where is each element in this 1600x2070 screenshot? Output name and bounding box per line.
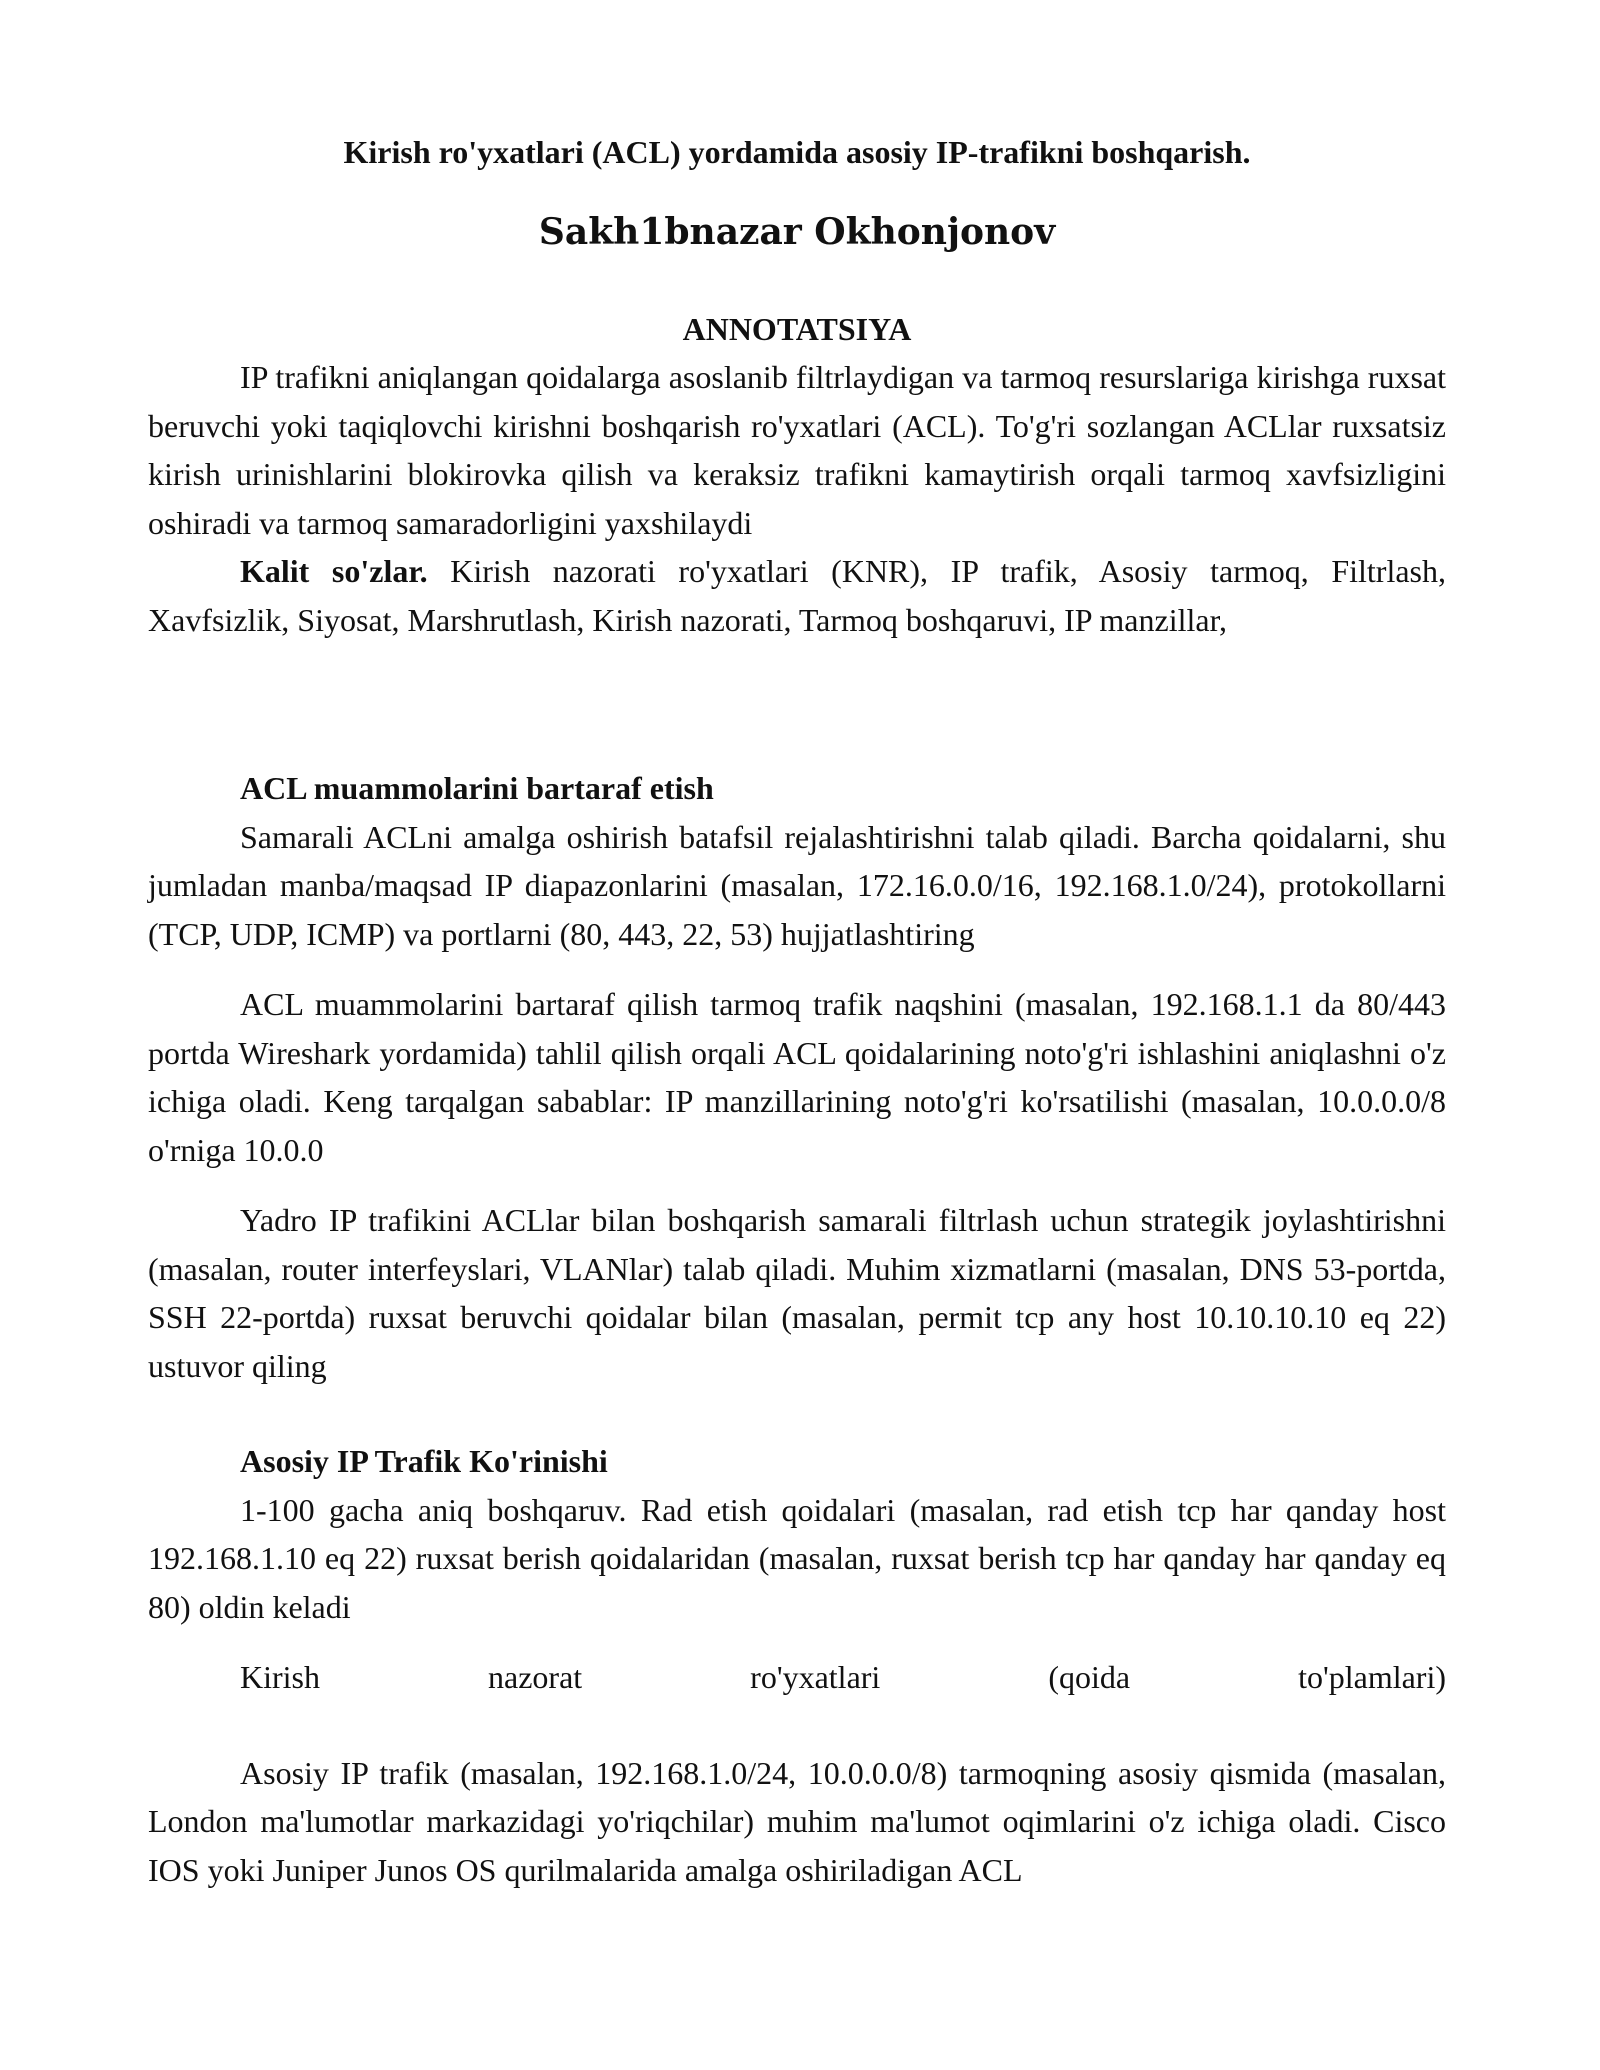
section-heading-acl-troubleshooting: ACL muammolarini bartaraf etish [240,770,714,806]
keywords-text: Kirish nazorati ro'yxatlari (KNR), IP trafik, Asosiy tarmoq, Filtrlash, Xavfsizlik, Siyosat, Marshrutlash, Kirish nazorati, Tarmoq boshqaruvi, IP manzillar, [148,553,1447,638]
section1-paragraph-3: Yadro IP trafikini ACLlar bilan boshqarish samarali filtrlash uchun strategik joylashtirishni (masalan, router interfeyslari, VLANlar) talab qiladi. Muhim xizmatlarni (masalan, DNS 53-portda, SSH 22-portda) ruxsat beruvchi qoidalar bilan (masalan, permit tcp any host 10.10.10.10 eq 22) ustuvor qiling [148,1202,1446,1384]
document-title: Kirish ro'yxatlari (ACL) yordamida asosiy IP-trafikni boshqarish. [343,134,1251,170]
section1-paragraph-2: ACL muammolarini bartaraf qilish tarmoq trafik naqshini (masalan, 192.168.1.1 da 80/443 portda Wireshark yordamida) tahlil qilish orqali ACL qoidalarining noto'g'ri ishlashini aniqlashni o'z ichiga oladi. Keng tarqalgan sabablar: IP manzillarining noto'g'ri ko'rsatilishi (masalan, 10.0.0.0/8 o'rniga 10.0.0 [148,986,1446,1168]
keywords-paragraph [148,547,1446,644]
spread-word: nazorat [488,1659,583,1695]
annotation-heading: ANNOTATSIYA [682,310,912,347]
annotation-paragraph: IP trafikni aniqlangan qoidalarga asoslanib filtrlaydigan va tarmoq resurslariga kirishga ruxsat beruvchi yoki taqiqlovchi kirishni boshqarish ro'yxatlari (ACL). To'g'ri sozlangan ACLlar ruxsatsiz kirish urinishlarini blokirovka qilish va keraksiz trafikni kamaytirish orqali tarmoq xavfsizligini oshiradi va tarmoq samaradorligini yaxshilaydi [148,359,1446,541]
section2-spread-line [148,1653,1446,1702]
spread-word: ro'yxatlari [750,1659,881,1695]
document-page [148,128,1446,1894]
section-heading-core-ip-traffic: Asosiy IP Trafik Ko'rinishi [240,1443,608,1479]
author-name: Sakh1bnazar Okhonjonov [538,210,1056,253]
section2-paragraph-1: 1-100 gacha aniq boshqaruv. Rad etish qoidalari (masalan, rad etish tcp har qanday host 192.168.1.10 eq 22) ruxsat berish qoidalaridan (masalan, ruxsat berish tcp har qanday har qanday eq 80) oldin keladi [148,1491,1446,1625]
section1-paragraph-1: Samarali ACLni amalga oshirish batafsil rejalashtirishni talab qiladi. Barcha qoidalarni, shu jumladan manba/maqsad IP diapazonlarini (masalan, 172.16.0.0/16, 192.168.1.0/24), protokollarni (TCP, UDP, ICMP) va portlarni (80, 443, 22, 53) hujjatlashtiring [148,818,1446,952]
spread-word: (qoida [1048,1659,1131,1695]
section2-paragraph-2: Asosiy IP trafik (masalan, 192.168.1.0/24, 10.0.0.0/8) tarmoqning asosiy qismida (masalan, London ma'lumotlar markazidagi yo'riqchilar) muhim ma'lumot oqimlarini o'z ichiga oladi. Cisco IOS yoki Juniper Junos OS qurilmalarida amalga oshiriladigan ACL [148,1754,1446,1888]
spread-word: to'plamlari) [1298,1659,1446,1695]
keywords-label: Kalit so'zlar. [240,553,428,589]
spread-word: Kirish [240,1659,320,1695]
